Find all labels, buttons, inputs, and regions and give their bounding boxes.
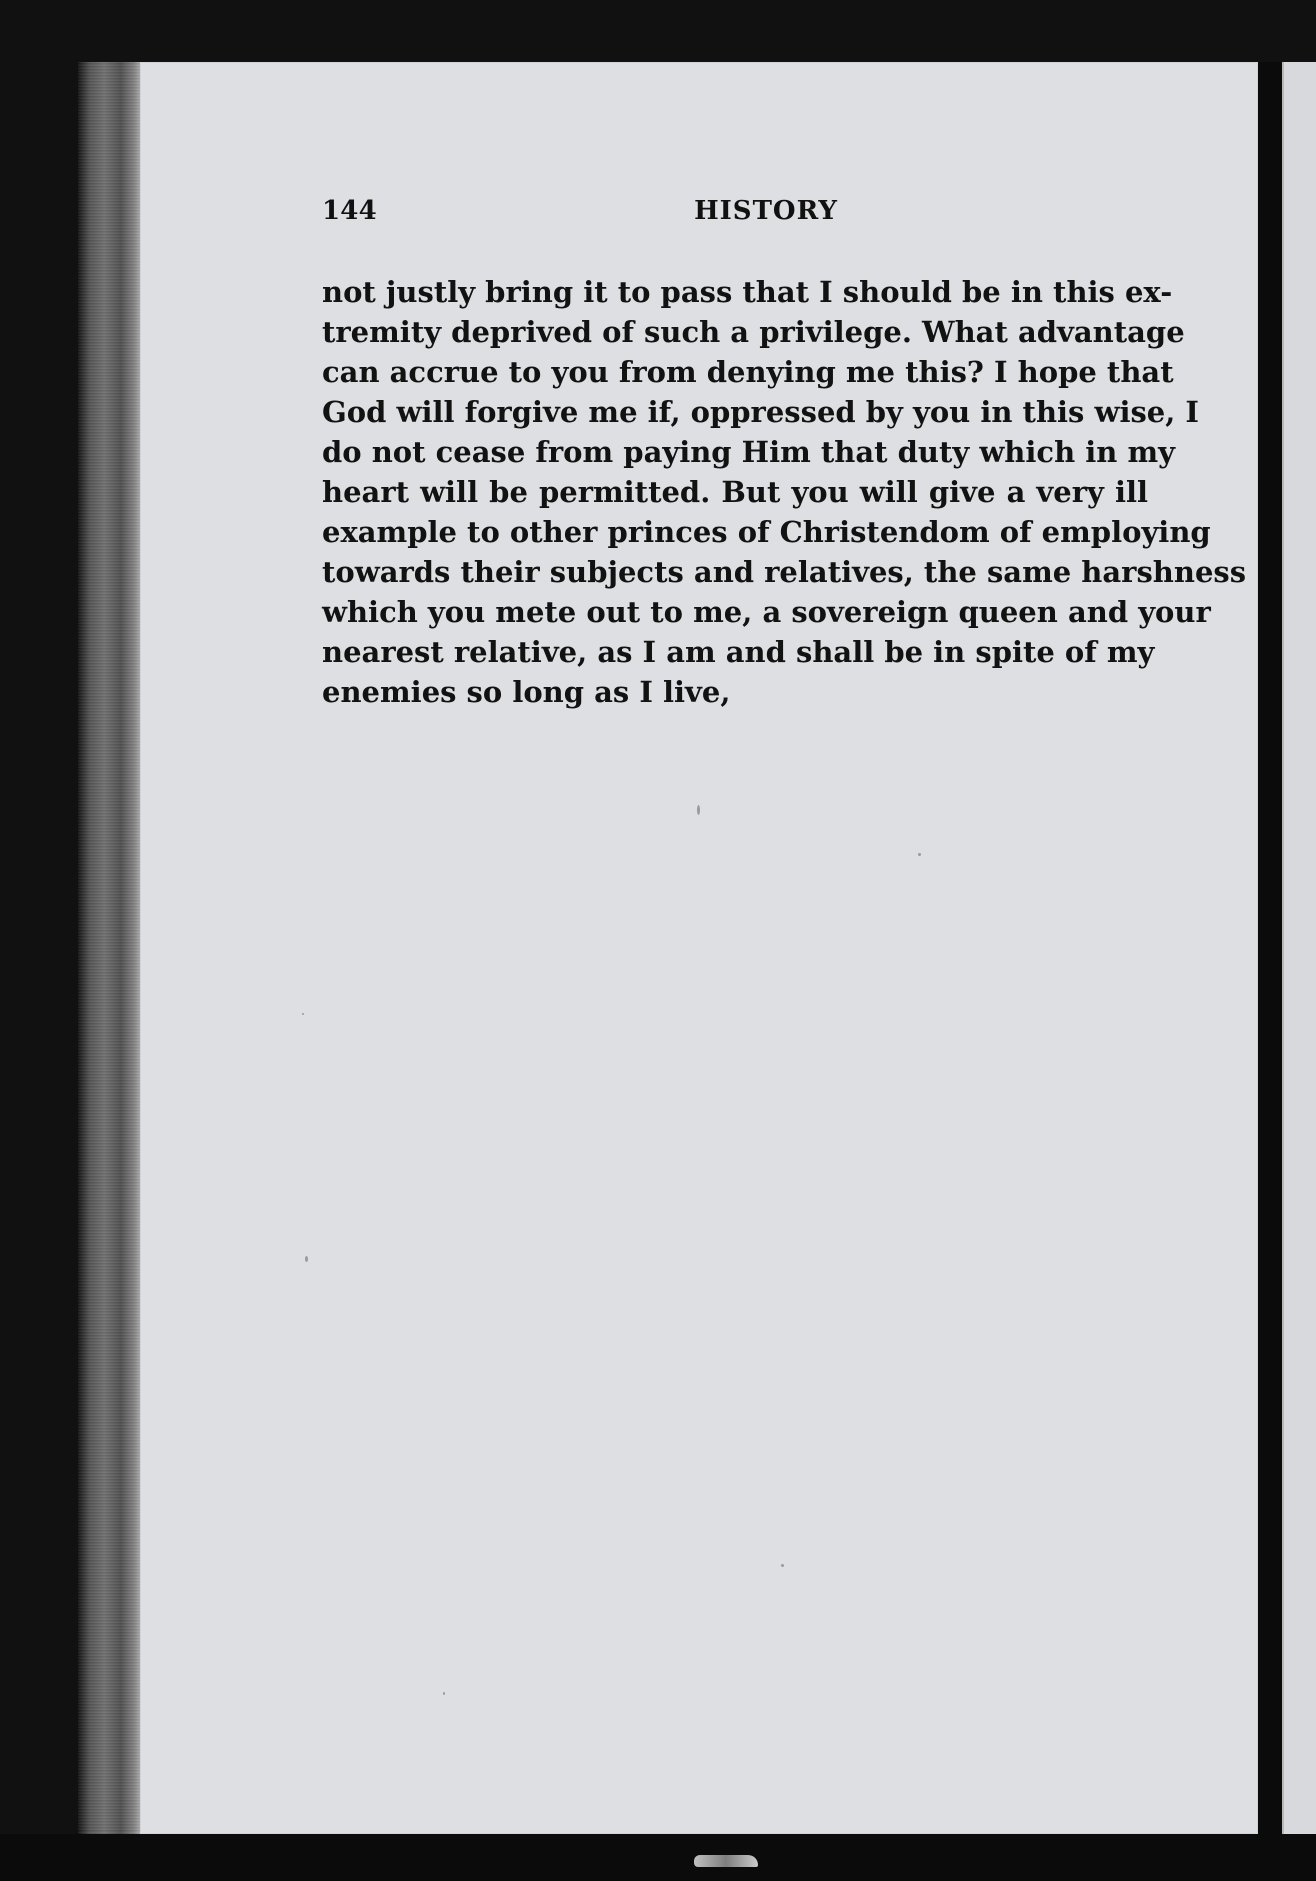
text-line: do not cease from paying Him that duty which in my <box>322 435 1175 469</box>
text-line: enemies so long as I live, <box>322 675 731 709</box>
paper-speck <box>781 1564 784 1567</box>
text-line: example to other princes of Christendom of employing <box>322 515 1211 549</box>
paper-speck <box>302 1013 304 1015</box>
text-line: God will forgive me if, oppressed by you in this wise, I <box>322 395 1199 429</box>
body-text <box>322 272 1247 712</box>
page-number: 144 <box>322 196 377 226</box>
text-line: which you mete out to me, a sovereign queen and your <box>322 595 1211 629</box>
paper-speck <box>697 805 700 815</box>
paper-speck <box>443 1692 445 1695</box>
text-line: towards their subjects and relatives, the same harshness <box>322 555 1247 589</box>
text-line: tremity deprived of such a privilege. What advantage <box>322 315 1185 349</box>
running-head: HISTORY <box>694 196 838 226</box>
paper-speck <box>918 853 921 856</box>
page-header <box>322 196 1142 236</box>
adjacent-page-edge <box>1282 62 1316 1834</box>
text-line: heart will be permitted. But you will give a very ill <box>322 475 1148 509</box>
left-book-edge <box>78 62 144 1842</box>
text-line: can accrue to you from denying me this? I hope that <box>322 355 1174 389</box>
scan-artifact <box>694 1855 758 1867</box>
gutter-shadow <box>1258 62 1282 1834</box>
bottom-scan-border <box>0 1834 1316 1881</box>
text-line: nearest relative, as I am and shall be in spite of my <box>322 635 1155 669</box>
text-line: not justly bring it to pass that I should be in this ex- <box>322 275 1173 309</box>
paper-speck <box>305 1256 308 1262</box>
